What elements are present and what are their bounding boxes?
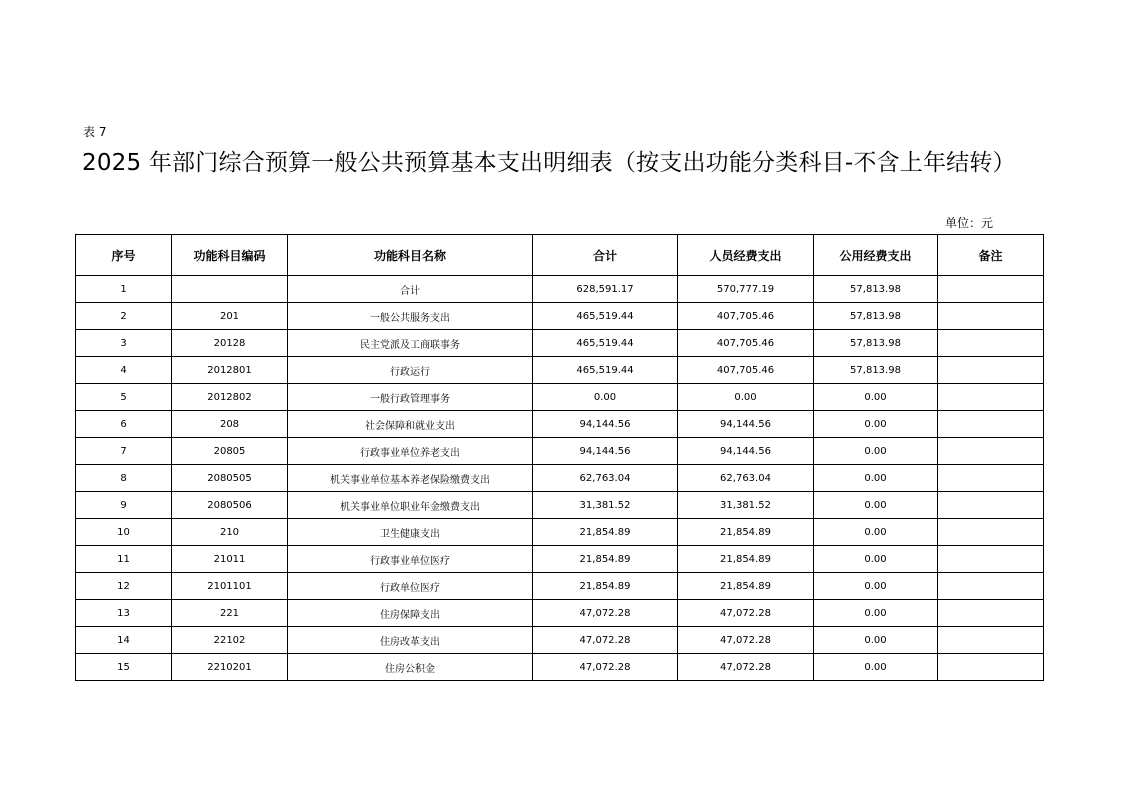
cell-total: 465,519.44 bbox=[533, 330, 678, 357]
cell-public-expenses: 0.00 bbox=[814, 600, 938, 627]
cell-personnel-expenses: 47,072.28 bbox=[678, 627, 814, 654]
cell-index: 13 bbox=[76, 600, 172, 627]
cell-index: 4 bbox=[76, 357, 172, 384]
cell-public-expenses: 0.00 bbox=[814, 654, 938, 681]
cell-total: 628,591.17 bbox=[533, 276, 678, 303]
cell-function-name: 住房公积金 bbox=[288, 654, 533, 681]
cell-function-name: 一般公共服务支出 bbox=[288, 303, 533, 330]
cell-remarks bbox=[938, 519, 1044, 546]
cell-total: 47,072.28 bbox=[533, 627, 678, 654]
cell-index: 5 bbox=[76, 384, 172, 411]
cell-public-expenses: 57,813.98 bbox=[814, 357, 938, 384]
cell-public-expenses: 57,813.98 bbox=[814, 276, 938, 303]
header-public-expenses: 公用经费支出 bbox=[814, 235, 938, 276]
cell-index: 15 bbox=[76, 654, 172, 681]
cell-function-name: 行政事业单位养老支出 bbox=[288, 438, 533, 465]
cell-public-expenses: 0.00 bbox=[814, 411, 938, 438]
cell-personnel-expenses: 21,854.89 bbox=[678, 573, 814, 600]
cell-remarks bbox=[938, 330, 1044, 357]
cell-function-code: 210 bbox=[172, 519, 288, 546]
unit-label: 单位：元 bbox=[945, 216, 994, 230]
cell-function-code bbox=[172, 276, 288, 303]
cell-total: 21,854.89 bbox=[533, 573, 678, 600]
cell-function-name: 住房改革支出 bbox=[288, 627, 533, 654]
cell-personnel-expenses: 407,705.46 bbox=[678, 357, 814, 384]
cell-function-code: 2210201 bbox=[172, 654, 288, 681]
cell-remarks bbox=[938, 465, 1044, 492]
cell-personnel-expenses: 21,854.89 bbox=[678, 519, 814, 546]
cell-public-expenses: 0.00 bbox=[814, 384, 938, 411]
cell-function-name: 机关事业单位职业年金缴费支出 bbox=[288, 492, 533, 519]
cell-function-name: 行政单位医疗 bbox=[288, 573, 533, 600]
table-row bbox=[76, 438, 1044, 465]
cell-total: 465,519.44 bbox=[533, 357, 678, 384]
header-total: 合计 bbox=[533, 235, 678, 276]
cell-index: 11 bbox=[76, 546, 172, 573]
cell-index: 1 bbox=[76, 276, 172, 303]
cell-personnel-expenses: 21,854.89 bbox=[678, 546, 814, 573]
cell-index: 14 bbox=[76, 627, 172, 654]
cell-function-code: 201 bbox=[172, 303, 288, 330]
cell-personnel-expenses: 407,705.46 bbox=[678, 330, 814, 357]
cell-public-expenses: 0.00 bbox=[814, 492, 938, 519]
table-row bbox=[76, 465, 1044, 492]
cell-function-code: 2080505 bbox=[172, 465, 288, 492]
cell-remarks bbox=[938, 357, 1044, 384]
cell-function-name: 民主党派及工商联事务 bbox=[288, 330, 533, 357]
cell-personnel-expenses: 47,072.28 bbox=[678, 600, 814, 627]
cell-index: 8 bbox=[76, 465, 172, 492]
cell-index: 7 bbox=[76, 438, 172, 465]
cell-remarks bbox=[938, 654, 1044, 681]
table-row bbox=[76, 276, 1044, 303]
cell-remarks bbox=[938, 303, 1044, 330]
table-row bbox=[76, 519, 1044, 546]
cell-index: 9 bbox=[76, 492, 172, 519]
cell-remarks bbox=[938, 546, 1044, 573]
cell-index: 3 bbox=[76, 330, 172, 357]
table-header-row bbox=[76, 235, 1044, 276]
table-row bbox=[76, 303, 1044, 330]
table-row bbox=[76, 330, 1044, 357]
table-body bbox=[76, 276, 1044, 681]
cell-function-name: 合计 bbox=[288, 276, 533, 303]
cell-function-code: 2012802 bbox=[172, 384, 288, 411]
table-row bbox=[76, 384, 1044, 411]
budget-detail-table bbox=[75, 234, 1044, 681]
cell-personnel-expenses: 62,763.04 bbox=[678, 465, 814, 492]
table-label: 表 7 bbox=[83, 125, 107, 139]
table-row bbox=[76, 411, 1044, 438]
table-row bbox=[76, 546, 1044, 573]
cell-public-expenses: 0.00 bbox=[814, 573, 938, 600]
cell-total: 21,854.89 bbox=[533, 546, 678, 573]
cell-personnel-expenses: 0.00 bbox=[678, 384, 814, 411]
cell-function-name: 卫生健康支出 bbox=[288, 519, 533, 546]
header-personnel-expenses: 人员经费支出 bbox=[678, 235, 814, 276]
cell-personnel-expenses: 94,144.56 bbox=[678, 411, 814, 438]
cell-function-code: 2101101 bbox=[172, 573, 288, 600]
cell-public-expenses: 0.00 bbox=[814, 438, 938, 465]
cell-remarks bbox=[938, 276, 1044, 303]
cell-remarks bbox=[938, 573, 1044, 600]
cell-function-code: 221 bbox=[172, 600, 288, 627]
header-remarks: 备注 bbox=[938, 235, 1044, 276]
table-row bbox=[76, 573, 1044, 600]
cell-remarks bbox=[938, 411, 1044, 438]
cell-total: 62,763.04 bbox=[533, 465, 678, 492]
table-row bbox=[76, 654, 1044, 681]
cell-personnel-expenses: 407,705.46 bbox=[678, 303, 814, 330]
cell-total: 47,072.28 bbox=[533, 654, 678, 681]
header-index: 序号 bbox=[76, 235, 172, 276]
cell-function-name: 机关事业单位基本养老保险缴费支出 bbox=[288, 465, 533, 492]
cell-index: 6 bbox=[76, 411, 172, 438]
cell-personnel-expenses: 31,381.52 bbox=[678, 492, 814, 519]
cell-personnel-expenses: 47,072.28 bbox=[678, 654, 814, 681]
table-row bbox=[76, 357, 1044, 384]
cell-function-code: 20805 bbox=[172, 438, 288, 465]
cell-total: 47,072.28 bbox=[533, 600, 678, 627]
cell-index: 10 bbox=[76, 519, 172, 546]
cell-public-expenses: 0.00 bbox=[814, 519, 938, 546]
table-row bbox=[76, 492, 1044, 519]
cell-public-expenses: 0.00 bbox=[814, 627, 938, 654]
cell-remarks bbox=[938, 627, 1044, 654]
cell-total: 94,144.56 bbox=[533, 411, 678, 438]
cell-function-code: 2012801 bbox=[172, 357, 288, 384]
cell-function-name: 一般行政管理事务 bbox=[288, 384, 533, 411]
header-function-name: 功能科目名称 bbox=[288, 235, 533, 276]
cell-function-code: 208 bbox=[172, 411, 288, 438]
cell-function-name: 行政事业单位医疗 bbox=[288, 546, 533, 573]
cell-total: 0.00 bbox=[533, 384, 678, 411]
cell-public-expenses: 0.00 bbox=[814, 465, 938, 492]
cell-public-expenses: 57,813.98 bbox=[814, 330, 938, 357]
cell-function-name: 社会保障和就业支出 bbox=[288, 411, 533, 438]
cell-total: 31,381.52 bbox=[533, 492, 678, 519]
cell-function-code: 22102 bbox=[172, 627, 288, 654]
cell-total: 94,144.56 bbox=[533, 438, 678, 465]
cell-index: 2 bbox=[76, 303, 172, 330]
cell-remarks bbox=[938, 438, 1044, 465]
cell-index: 12 bbox=[76, 573, 172, 600]
cell-remarks bbox=[938, 600, 1044, 627]
cell-public-expenses: 57,813.98 bbox=[814, 303, 938, 330]
table-row bbox=[76, 627, 1044, 654]
cell-function-name: 行政运行 bbox=[288, 357, 533, 384]
cell-remarks bbox=[938, 492, 1044, 519]
table-row bbox=[76, 600, 1044, 627]
cell-function-name: 住房保障支出 bbox=[288, 600, 533, 627]
document-title: 2025 年部门综合预算一般公共预算基本支出明细表（按支出功能分类科目-不含上年结转） bbox=[82, 150, 1016, 176]
cell-public-expenses: 0.00 bbox=[814, 546, 938, 573]
cell-function-code: 2080506 bbox=[172, 492, 288, 519]
cell-total: 465,519.44 bbox=[533, 303, 678, 330]
cell-personnel-expenses: 94,144.56 bbox=[678, 438, 814, 465]
cell-function-code: 21011 bbox=[172, 546, 288, 573]
header-function-code: 功能科目编码 bbox=[172, 235, 288, 276]
cell-total: 21,854.89 bbox=[533, 519, 678, 546]
cell-function-code: 20128 bbox=[172, 330, 288, 357]
cell-remarks bbox=[938, 384, 1044, 411]
cell-personnel-expenses: 570,777.19 bbox=[678, 276, 814, 303]
